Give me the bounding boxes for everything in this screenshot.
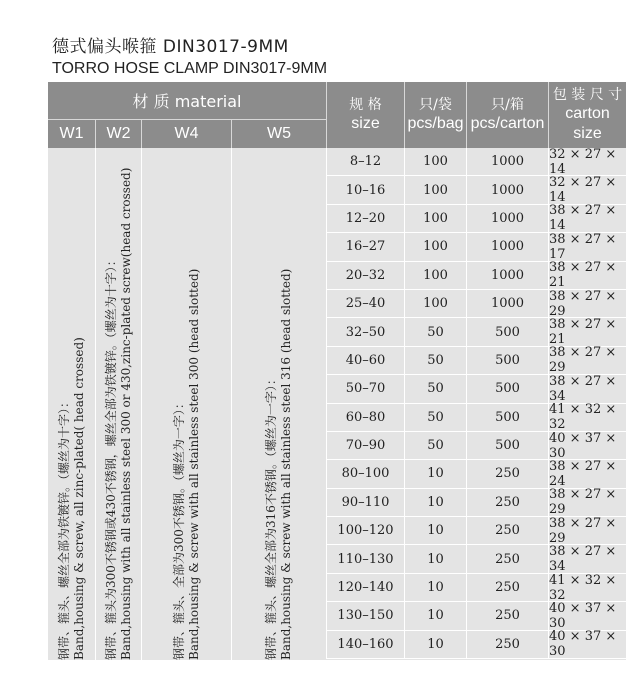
carton-size-cell: 38 × 27 × 17 — [548, 233, 626, 260]
carton-size-header-cn: 包 装 尺 寸 — [552, 87, 623, 103]
carton-cell: 500 — [466, 375, 548, 402]
bag-cell: 10 — [404, 574, 466, 601]
bag-cell: 100 — [404, 290, 466, 317]
carton-cell: 250 — [466, 517, 548, 544]
bag-cell: 100 — [404, 233, 466, 260]
size-cell: 110–130 — [326, 545, 404, 572]
bag-cell: 100 — [404, 262, 466, 289]
size-cell: 40–60 — [326, 347, 404, 374]
w4-header: W4 — [142, 120, 232, 148]
carton-size-cell: 32 × 27 × 14 — [548, 148, 626, 175]
bag-cell: 50 — [404, 375, 466, 402]
table-row — [326, 176, 626, 204]
carton-size-cell: 38 × 27 × 29 — [548, 347, 626, 374]
carton-size-cell: 38 × 27 × 21 — [548, 262, 626, 289]
carton-size-cell: 38 × 27 × 29 — [548, 290, 626, 317]
table-row — [326, 489, 626, 517]
bag-cell: 100 — [404, 205, 466, 232]
bag-cell: 10 — [404, 489, 466, 516]
material-w5-en: Band,housing & screw with all stainless steel 316 (head slotted) — [279, 268, 293, 660]
carton-size-cell: 32 × 27 × 14 — [548, 176, 626, 203]
bag-header-en: pcs/bag — [407, 115, 464, 132]
table-row — [326, 318, 626, 346]
material-w5 — [232, 148, 326, 660]
size-header-cn: 规 格 — [349, 97, 382, 113]
material-w2-en: Band,housing with all stainless steel 300 or 430,zinc-plated screw(head crossed) — [118, 167, 133, 660]
bag-cell: 100 — [404, 176, 466, 203]
carton-cell: 1000 — [466, 233, 548, 260]
carton-cell: 500 — [466, 347, 548, 374]
carton-cell: 250 — [466, 545, 548, 572]
carton-size-cell: 41 × 32 × 32 — [548, 404, 626, 431]
table-row — [326, 262, 626, 290]
material-header: 材 质 material — [48, 82, 326, 120]
carton-cell: 250 — [466, 460, 548, 487]
material-w1-en: Band,housing & screw, all zinc-plated( head crossed) — [71, 337, 86, 660]
page-title-en: TORRO HOSE CLAMP DIN3017-9MM — [52, 60, 328, 77]
size-header — [326, 82, 404, 148]
carton-header — [466, 82, 548, 148]
carton-cell: 1000 — [466, 205, 548, 232]
bag-header — [404, 82, 466, 148]
table-row — [326, 375, 626, 403]
size-cell: 70–90 — [326, 432, 404, 459]
bag-cell: 50 — [404, 318, 466, 345]
bag-cell: 10 — [404, 602, 466, 629]
table-row — [326, 404, 626, 432]
bag-cell: 50 — [404, 347, 466, 374]
table-row — [326, 574, 626, 602]
material-w4-en: Band,housing & screw with all stainless steel 300 (head slotted) — [186, 268, 201, 660]
carton-cell: 250 — [466, 489, 548, 516]
table-header — [48, 82, 626, 148]
carton-size-cell: 40 × 37 × 30 — [548, 602, 626, 629]
table-row — [326, 432, 626, 460]
carton-cell: 500 — [466, 432, 548, 459]
material-w1 — [48, 148, 96, 660]
bag-cell: 10 — [404, 545, 466, 572]
title-block — [52, 36, 327, 80]
size-cell: 130–150 — [326, 602, 404, 629]
table-row — [326, 148, 626, 176]
bag-cell: 100 — [404, 148, 466, 175]
carton-size-cell: 38 × 27 × 34 — [548, 545, 626, 572]
table-row — [326, 545, 626, 573]
size-cell: 100–120 — [326, 517, 404, 544]
size-cell: 60–80 — [326, 404, 404, 431]
size-cell: 140–160 — [326, 631, 404, 658]
bag-cell: 10 — [404, 631, 466, 658]
size-cell: 16–27 — [326, 233, 404, 260]
table-row — [326, 517, 626, 545]
table-body — [48, 148, 626, 660]
carton-cell: 1000 — [466, 176, 548, 203]
carton-size-cell: 38 × 27 × 21 — [548, 318, 626, 345]
bag-cell: 50 — [404, 404, 466, 431]
bag-header-cn: 只/袋 — [419, 97, 452, 113]
size-cell: 80–100 — [326, 460, 404, 487]
material-w5-cn: 钢带、箍头、螺丝全部为316不锈钢。（螺丝为一字）： — [264, 373, 278, 660]
size-cell: 32–50 — [326, 318, 404, 345]
carton-size-cell: 40 × 37 × 30 — [548, 631, 626, 658]
carton-size-cell: 41 × 32 × 32 — [548, 574, 626, 601]
carton-cell: 250 — [466, 574, 548, 601]
rows — [326, 148, 626, 659]
size-cell: 12–20 — [326, 205, 404, 232]
size-cell: 50–70 — [326, 375, 404, 402]
carton-size-cell: 38 × 27 × 24 — [548, 460, 626, 487]
material-w4-cn: 钢带、箍头、全部为300不锈钢。（螺丝为一字）： — [171, 397, 186, 660]
carton-size-cell: 38 × 27 × 34 — [548, 375, 626, 402]
carton-cell: 1000 — [466, 148, 548, 175]
carton-cell: 1000 — [466, 262, 548, 289]
size-header-en: size — [351, 115, 380, 132]
size-cell: 10–16 — [326, 176, 404, 203]
size-cell: 8–12 — [326, 148, 404, 175]
carton-header-cn: 只/箱 — [491, 97, 524, 113]
table-row — [326, 205, 626, 233]
table-row — [326, 631, 626, 659]
table-row — [326, 602, 626, 630]
material-w1-cn: 钢带、箍头、螺丝全部为铁镀锌。（螺丝为十字）： — [56, 395, 71, 660]
material-w2 — [96, 148, 142, 660]
carton-size-header-en: carton size — [565, 105, 610, 142]
size-cell: 25–40 — [326, 290, 404, 317]
carton-header-en: pcs/carton — [470, 115, 545, 132]
size-cell: 90–110 — [326, 489, 404, 516]
bag-cell: 10 — [404, 460, 466, 487]
table-row — [326, 460, 626, 488]
bag-cell: 10 — [404, 517, 466, 544]
table-row — [326, 347, 626, 375]
carton-size-header — [548, 82, 626, 148]
table-row — [326, 233, 626, 261]
carton-cell: 250 — [466, 631, 548, 658]
w1-header: W1 — [48, 120, 96, 148]
material-w4 — [142, 148, 232, 660]
w5-header: W5 — [267, 125, 291, 142]
size-cell: 120–140 — [326, 574, 404, 601]
carton-cell: 1000 — [466, 290, 548, 317]
table-row — [326, 290, 626, 318]
carton-cell: 250 — [466, 602, 548, 629]
carton-size-cell: 38 × 27 × 29 — [548, 489, 626, 516]
spec-table — [48, 82, 626, 660]
material-w2-cn: 钢带、箍头为300不锈钢或430不锈钢，螺丝全部为铁镀锌。（螺丝为十字）： — [103, 254, 118, 660]
carton-size-cell: 38 × 27 × 29 — [548, 517, 626, 544]
carton-size-cell: 40 × 37 × 30 — [548, 432, 626, 459]
w2-header: W2 — [96, 120, 142, 148]
page-title-cn: 德式偏头喉箍 DIN3017-9MM — [52, 37, 289, 57]
size-cell: 20–32 — [326, 262, 404, 289]
carton-size-cell: 38 × 27 × 14 — [548, 205, 626, 232]
carton-cell: 500 — [466, 404, 548, 431]
carton-cell: 500 — [466, 318, 548, 345]
bag-cell: 50 — [404, 432, 466, 459]
